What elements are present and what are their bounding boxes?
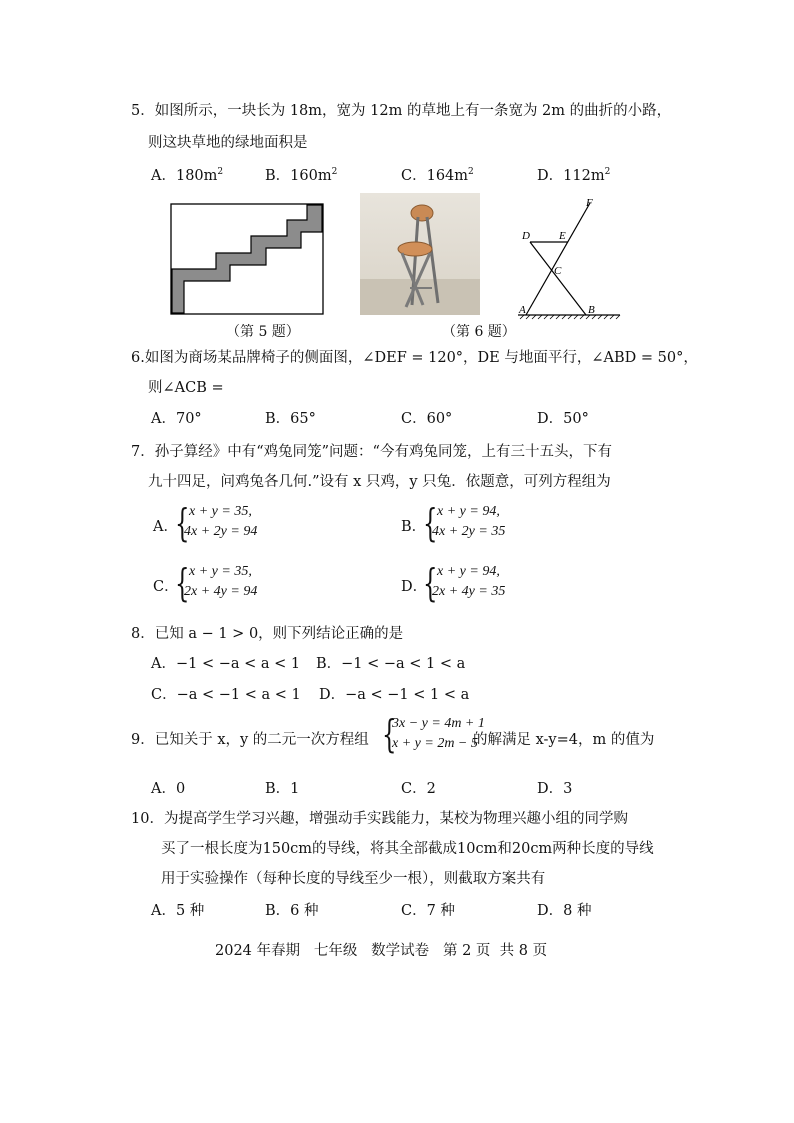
- q7-option-b[interactable]: B． { x + y = 94, 4x + 2y = 35: [401, 501, 506, 545]
- q7-line1: 7．孙子算经》中有“鸡兔同笼”问题：“今有鸡兔同笼，上有三十五头，下有: [131, 444, 612, 460]
- q6-chair-photo: [360, 193, 480, 315]
- q5-option-a[interactable]: A．$180m^2$: [151, 167, 224, 184]
- q5-option-c[interactable]: C．$164m^2$: [401, 167, 474, 184]
- q6-option-b[interactable]: B．65°: [265, 411, 316, 427]
- q6-line1: 6.如图为商场某品牌椅子的侧面图，∠DEF = 120°，DE 与地面平行，∠ABD = 50°，: [131, 350, 698, 366]
- q5-caption: （第 5 题）: [226, 324, 300, 340]
- q8-option-b[interactable]: B．−1 < −a < 1 < a: [316, 656, 466, 672]
- q7-option-a[interactable]: A． { x + y = 35, 4x + 2y = 94: [153, 501, 258, 545]
- q9-prefix: 9．已知关于 x，y 的二元一次方程组: [131, 732, 369, 748]
- q6-option-c[interactable]: C．60°: [401, 411, 453, 427]
- page-footer: 2024 年春期 七年级 数学试卷 第 2 页 共 8 页: [215, 943, 548, 959]
- q9-equation-system: { 3x − y = 4m + 1 x + y = 2m − 5: [382, 712, 485, 756]
- q9-suffix: 的解满足 x-y=4，m 的值为: [473, 732, 655, 748]
- brace-icon: {: [175, 501, 190, 545]
- q8-option-a[interactable]: A．−1 < −a < a < 1: [151, 656, 301, 672]
- q7-option-c[interactable]: C． { x + y = 35, 2x + 4y = 94: [153, 561, 258, 605]
- q9-option-c[interactable]: C．2: [401, 781, 436, 797]
- q8-line1: 8．已知 a − 1 > 0，则下列结论正确的是: [131, 626, 404, 642]
- q5-option-b[interactable]: B．$160m^2$: [265, 167, 338, 184]
- q5-figure-field: [170, 203, 325, 315]
- q5-line1: 5．如图所示，一块长为 18m，宽为 12m 的草地上有一条宽为 2m 的曲折的小路，: [131, 103, 672, 119]
- point-c-label: C: [554, 265, 562, 277]
- brace-icon: {: [382, 712, 397, 756]
- q10-option-b[interactable]: B．6 种: [265, 903, 319, 919]
- q6-geometry-figure: [508, 195, 628, 325]
- point-e-label: E: [559, 230, 566, 242]
- q8-option-d[interactable]: D．−a < −1 < 1 < a: [319, 687, 470, 703]
- q9-option-d[interactable]: D．3: [537, 781, 573, 797]
- q5-option-d[interactable]: D．$112m^2$: [537, 167, 611, 184]
- q5-line2: 则这块草地的绿地面积是: [148, 135, 308, 151]
- q10-option-a[interactable]: A．5 种: [151, 903, 205, 919]
- q6-caption: （第 6 题）: [442, 324, 516, 340]
- q10-line2: 买了一根长度为150cm的导线，将其全部截成10cm和20cm两种长度的导线: [161, 841, 654, 857]
- brace-icon: {: [423, 561, 438, 605]
- q7-line2: 九十四足，问鸡兔各几何.”设有 x 只鸡，y 只兔．依题意，可列方程组为: [148, 474, 611, 490]
- brace-icon: {: [175, 561, 190, 605]
- q10-option-c[interactable]: C．7 种: [401, 903, 455, 919]
- q9-option-b[interactable]: B．1: [265, 781, 300, 797]
- q10-option-d[interactable]: D．8 种: [537, 903, 592, 919]
- q6-option-d[interactable]: D．50°: [537, 411, 589, 427]
- point-b-label: B: [588, 304, 595, 316]
- q10-line1: 10．为提高学生学习兴趣，增强动手实践能力，某校为物理兴趣小组的同学购: [131, 811, 628, 827]
- q7-option-d[interactable]: D． { x + y = 94, 2x + 4y = 35: [401, 561, 506, 605]
- q8-option-c[interactable]: C．−a < −1 < a < 1: [151, 687, 301, 703]
- q10-line3: 用于实验操作（每种长度的导线至少一根），则截取方案共有: [161, 871, 546, 887]
- point-d-label: D: [522, 230, 530, 242]
- q6-option-a[interactable]: A．70°: [151, 411, 202, 427]
- brace-icon: {: [423, 501, 438, 545]
- q9-option-a[interactable]: A．0: [151, 781, 186, 797]
- point-f-label: F: [586, 197, 593, 209]
- point-a-label: A: [519, 304, 526, 316]
- q6-line2: 则∠ACB =: [148, 380, 224, 396]
